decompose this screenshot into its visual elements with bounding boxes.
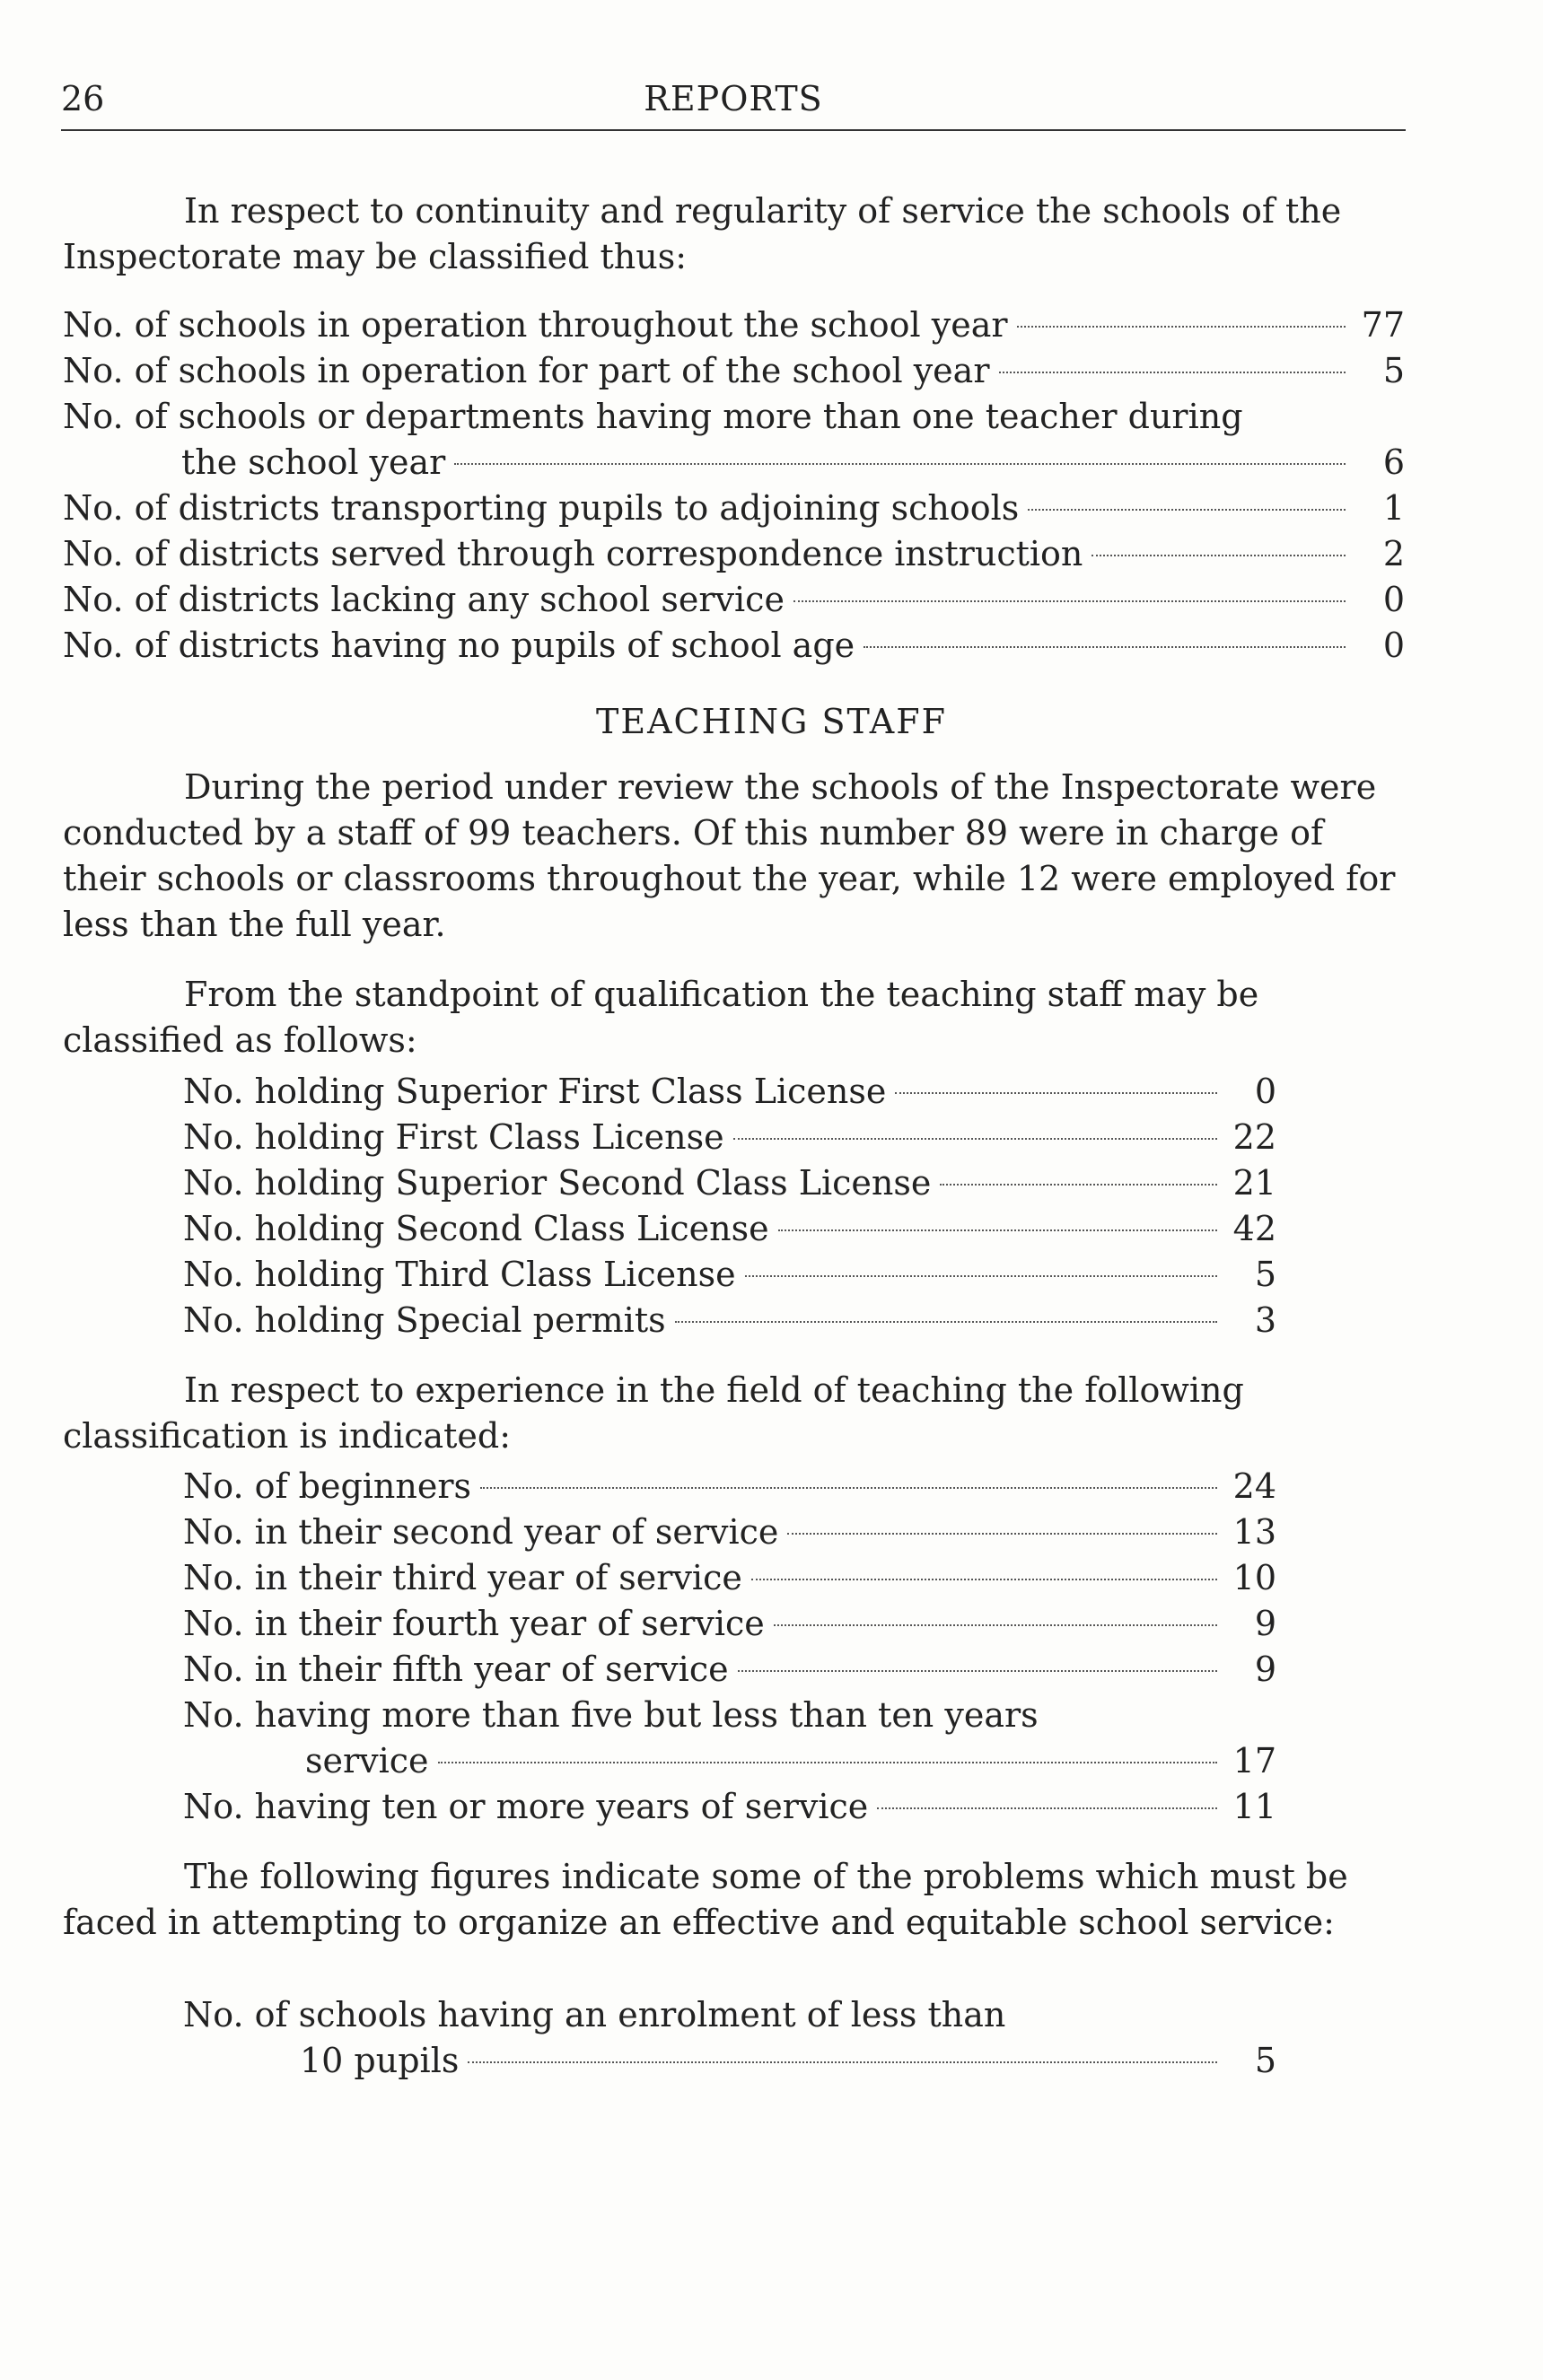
item-value: 0 (1382, 580, 1405, 619)
service-intro-paragraph: In respect to continuity and regularity of service the schools of the Inspectorate may be classified thus: (63, 191, 1342, 276)
dot-leader (733, 1138, 1217, 1140)
dot-leader (787, 1533, 1217, 1535)
item-label: No. in their fourth year of service (183, 1604, 765, 1643)
dot-leader (454, 463, 1346, 465)
item-value: 17 (1232, 1741, 1276, 1781)
dot-leader (864, 646, 1346, 648)
list-item (300, 2038, 1276, 2084)
dot-leader (895, 1092, 1217, 1094)
item-label: No. holding Special permits (183, 1300, 666, 1340)
item-label: No. holding Superior First Class License (183, 1072, 887, 1111)
item-value: 1 (1382, 488, 1405, 528)
item-label: the school year (181, 442, 446, 482)
list-item (183, 1069, 1276, 1115)
item-value: 3 (1254, 1300, 1276, 1340)
item-label: No. of beginners (183, 1466, 472, 1506)
dot-leader (468, 2061, 1217, 2063)
list-item (63, 623, 1405, 669)
list-item (183, 1160, 1276, 1206)
item-label-line1: No. of schools having an enrolment of less than (183, 1995, 1006, 2034)
list-item (183, 1555, 1276, 1601)
item-label: No. holding First Class License (183, 1117, 724, 1157)
running-title: REPORTS (644, 79, 823, 118)
item-value: 77 (1361, 305, 1405, 345)
item-value: 6 (1382, 442, 1405, 482)
item-label: No. in their fifth year of service (183, 1649, 729, 1689)
list-item (181, 440, 1405, 486)
list-item-line1 (183, 1992, 1276, 2038)
item-value: 0 (1254, 1072, 1276, 1111)
item-label: No. in their third year of service (183, 1558, 742, 1597)
dot-leader (778, 1229, 1217, 1231)
item-value: 10 (1232, 1558, 1276, 1597)
item-label: No. of districts served through correspondence instruction (63, 534, 1083, 573)
item-label: No. holding Third Class License (183, 1255, 736, 1294)
list-item (183, 1647, 1276, 1693)
dot-leader (877, 1807, 1217, 1809)
item-label: No. of schools in operation throughout the school year (63, 305, 1008, 345)
item-label: No. in their second year of service (183, 1512, 779, 1552)
list-item (63, 302, 1405, 348)
item-label: No. holding Second Class License (183, 1209, 769, 1248)
item-label: service (305, 1741, 429, 1781)
page-header (61, 79, 1406, 131)
list-item (183, 1509, 1276, 1555)
dot-leader (1017, 326, 1346, 328)
list-item (183, 1252, 1276, 1298)
item-label: No. having ten or more years of service (183, 1787, 869, 1826)
list-item (183, 1601, 1276, 1647)
item-label: No. of districts lacking any school service (63, 580, 785, 619)
item-value: 22 (1232, 1117, 1276, 1157)
item-label: No. of schools in operation for part of the school year (63, 351, 990, 390)
dot-leader (1091, 555, 1346, 556)
item-value: 5 (1254, 2041, 1276, 2080)
dot-leader (438, 1762, 1217, 1763)
list-item (183, 1464, 1276, 1509)
item-value: 21 (1232, 1163, 1276, 1203)
item-label: 10 pupils (300, 2041, 460, 2080)
dot-leader (1028, 509, 1346, 511)
list-item (183, 1115, 1276, 1160)
item-value: 9 (1254, 1649, 1276, 1689)
item-label-line1: No. having more than five but less than ten years (183, 1695, 1039, 1735)
item-value: 5 (1254, 1255, 1276, 1294)
dot-leader (745, 1275, 1217, 1277)
item-value: 42 (1232, 1209, 1276, 1248)
problems-intro: The following figures indicate some of the problems which must be faced in attempting to organize an effective and equitable school service: (63, 1857, 1348, 1942)
list-item (183, 1784, 1276, 1830)
list-item (63, 348, 1405, 394)
list-item-line1 (63, 394, 1405, 440)
dot-leader (793, 600, 1346, 602)
item-value: 13 (1232, 1512, 1276, 1552)
list-item (63, 531, 1405, 577)
item-value: 0 (1382, 626, 1405, 665)
dot-leader (675, 1321, 1217, 1323)
list-item (63, 486, 1405, 531)
dot-leader (999, 372, 1346, 373)
item-label-line1: No. of schools or departments having more than one teacher during (63, 397, 1243, 436)
item-value: 11 (1232, 1787, 1276, 1826)
section-heading: TEACHING STAFF (596, 702, 947, 741)
item-value: 9 (1254, 1604, 1276, 1643)
experience-intro: In respect to experience in the field of teaching the following classification is indicated: (63, 1370, 1244, 1456)
item-value: 2 (1382, 534, 1405, 573)
staff-paragraph: During the period under review the schools of the Inspectorate were conducted by a staff of 99 teachers. Of this number 89 were in charge of their schools or classrooms throughout the year, while 12 were employed for less than the full year. (63, 767, 1396, 944)
item-value: 5 (1382, 351, 1405, 390)
qualification-intro: From the standpoint of qualification the teaching staff may be classified as follows: (63, 975, 1259, 1060)
item-value: 24 (1232, 1466, 1276, 1506)
list-item (63, 577, 1405, 623)
dot-leader (480, 1487, 1217, 1489)
item-label: No. holding Superior Second Class License (183, 1163, 932, 1203)
dot-leader (738, 1670, 1217, 1672)
list-item (183, 1298, 1276, 1343)
list-item (305, 1738, 1276, 1784)
list-item-line1 (183, 1693, 1276, 1738)
list-item (183, 1206, 1276, 1252)
dot-leader (751, 1579, 1217, 1580)
item-label: No. of districts having no pupils of school age (63, 626, 855, 665)
page-number: 26 (61, 79, 105, 118)
dot-leader (774, 1624, 1217, 1626)
item-label: No. of districts transporting pupils to adjoining schools (63, 488, 1020, 528)
dot-leader (940, 1184, 1217, 1186)
